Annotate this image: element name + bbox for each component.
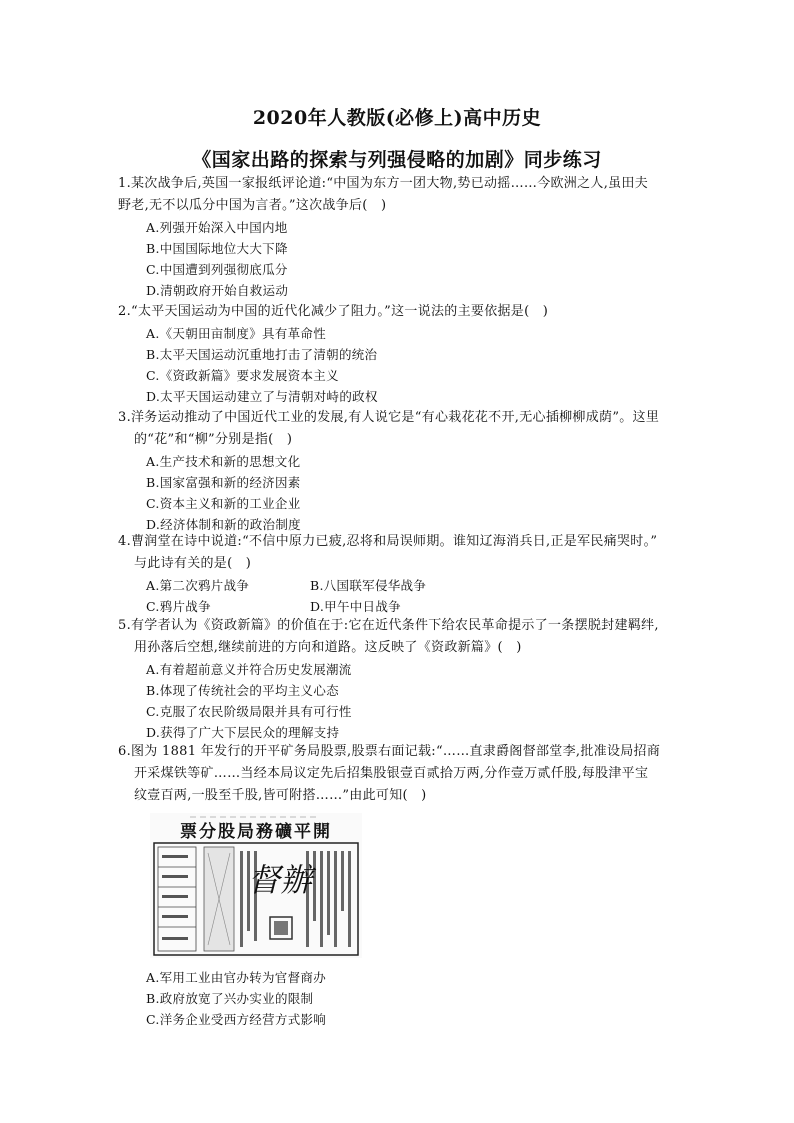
option-b: B.中国国际地位大大下降 <box>146 241 288 256</box>
question-6-options <box>118 967 678 1030</box>
question-1 <box>118 173 678 301</box>
option-d: D.清朝政府开始自救运动 <box>146 283 289 298</box>
question-stem: 3.洋务运动推动了中国近代工业的发展,有人说它是“有心栽花花不开,无心插柳柳成荫”。这里 <box>118 410 660 425</box>
stamp-text: 督辦 <box>247 861 313 899</box>
question-stem: 5.有学者认为《资政新篇》的价值在于:它在近代条件下给农民革命提示了一条摆脱封建羁绊, <box>118 618 659 633</box>
option-c: C.鸦片战争 <box>146 599 211 614</box>
question-4 <box>118 531 678 617</box>
question-2 <box>118 301 678 407</box>
option-c: C.中国遭到列强彻底瓜分 <box>146 262 288 277</box>
question-3 <box>118 407 678 535</box>
option-a: A.生产技术和新的思想文化 <box>146 454 301 469</box>
question-stem: 1.某次战争后,英国一家报纸评论道:“中国为东方一团大物,势已动摇……今欧洲之人,虽田夫 <box>118 176 649 191</box>
option-d: D.甲午中日战争 <box>310 599 401 614</box>
question-stem: 开采煤铁等矿……当经本局议定先后招集股银壹百贰拾万两,分作壹万贰仟股,每股津平宝 <box>134 766 649 781</box>
question-stem: 与此诗有关的是( ) <box>134 556 252 571</box>
question-stem: 4.曹润堂在诗中说道:“不信中原力已疲,忍将和局误师期。谁知辽海消兵日,正是军民痛哭时。” <box>118 534 658 549</box>
option-b: B.太平天国运动沉重地打击了清朝的统治 <box>146 347 378 362</box>
question-6 <box>118 741 678 807</box>
option-b: B.八国联军侵华战争 <box>310 578 427 593</box>
question-stem: 的“花”和“柳”分别是指( ) <box>134 432 293 447</box>
option-b: B.政府放宽了兴办实业的限制 <box>146 991 314 1006</box>
option-b: B.体现了传统社会的平均主义心态 <box>146 683 339 698</box>
question-5 <box>118 615 678 743</box>
option-d: D.获得了广大下层民众的理解支持 <box>146 725 340 740</box>
option-a: A.军用工业由官办转为官督商办 <box>146 970 327 985</box>
option-d: D.经济体制和新的政治制度 <box>146 517 301 532</box>
question-stem: 用孙落后空想,继续前进的方向和道路。这反映了《资政新篇》( ) <box>134 640 522 655</box>
question-stem: 野老,无不以瓜分中国为言者。”这次战争后( ) <box>118 198 387 213</box>
question-stem: 纹壹百两,一股至千股,皆可附搭……”由此可知( ) <box>134 788 427 803</box>
option-d: D.太平天国运动建立了与清朝对峙的政权 <box>146 389 378 404</box>
option-b: B.国家富强和新的经济因素 <box>146 475 301 490</box>
option-a: A.有着超前意义并符合历史发展潮流 <box>146 662 352 677</box>
page-subtitle: 《国家出路的探索与列强侵略的加剧》同步练习 <box>192 149 602 171</box>
option-c: C.洋务企业受西方经营方式影响 <box>146 1012 327 1027</box>
stock-certificate-drawing <box>150 813 362 958</box>
page-title: 2020年人教版(必修上)高中历史 <box>252 107 542 129</box>
question-stem: 6.图为 1881 年发行的开平矿务局股票,股票右面记载:“……直隶爵阁督部堂李,批准设局招商 <box>118 744 661 759</box>
option-a: A.《天朝田亩制度》具有革命性 <box>146 326 327 341</box>
stock-certificate-image <box>150 813 362 958</box>
option-a: A.第二次鸦片战争 <box>146 578 250 593</box>
option-c: C.《资政新篇》要求发展资本主义 <box>146 368 339 383</box>
stock-title: 票分股局務礦平開 <box>180 822 332 842</box>
option-c: C.资本主义和新的工业企业 <box>146 496 301 511</box>
option-c: C.克服了农民阶级局限并具有可行性 <box>146 704 352 719</box>
question-stem: 2.“太平天国运动为中国的近代化减少了阻力。”这一说法的主要依据是( ) <box>118 304 549 319</box>
option-a: A.列强开始深入中国内地 <box>146 220 288 235</box>
